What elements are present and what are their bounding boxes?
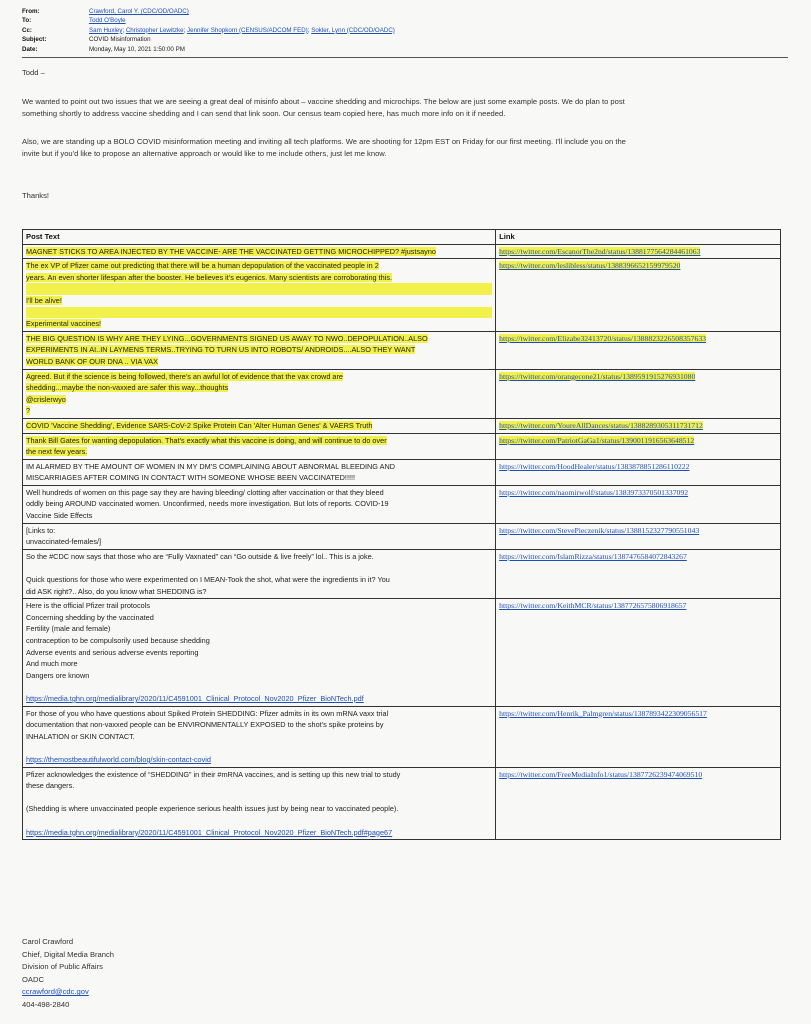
post-text-line — [26, 344, 492, 356]
tweet-link[interactable] — [496, 433, 781, 459]
subject-label: Subject: — [22, 36, 47, 44]
to-label: To: — [22, 17, 32, 25]
post-text-line — [26, 295, 492, 307]
post-url-link[interactable]: https://themostbeautifulworld.com/blog/skin-contact-covid — [26, 754, 211, 764]
table-row — [23, 767, 781, 840]
table-row — [23, 599, 781, 706]
table-body — [23, 244, 781, 840]
post-text-line — [26, 382, 492, 394]
post-text-line: did ASK right?.. Also, do you know what SHEDDING is? — [26, 586, 207, 596]
cc-recipient[interactable]: Sam Huxley — [89, 26, 123, 34]
from-label: From: — [22, 8, 40, 15]
date-value: Monday, May 10, 2021 1:50:00 PM — [89, 45, 185, 53]
table-row — [23, 433, 781, 459]
signature-email[interactable]: ccrawford@cdc.gov — [22, 987, 89, 997]
post-text-line: For those of you who have questions about Spiked Protein SHEDDING: Pfizer admits in its own mRNA vaxx trial — [26, 708, 389, 718]
post-text-line: Dangers ore known — [26, 670, 90, 680]
from-row — [22, 7, 722, 16]
post-url-link[interactable]: https://media.tghn.org/medialibrary/2020/11/C4591001_Clinical_Protocol_Nov2020_Pfizer_BioNTech.pdf#page67 — [26, 827, 393, 837]
post-text-line: Vaccine Side Effects — [26, 511, 93, 521]
date-label: Date: — [22, 45, 38, 53]
tweet-link[interactable]: https://twitter.com/KeithMCR/status/1387726575806918657 — [496, 599, 781, 706]
tweet-link[interactable]: https://twitter.com/HoodHealer/status/1383878851286110222 — [496, 459, 781, 485]
to-row — [22, 16, 722, 25]
table-row — [23, 523, 781, 549]
post-text-cell — [23, 485, 496, 523]
highlight-mark: https://twitter.com/orangecone21/status/1389591915276931080 — [499, 371, 696, 381]
highlight-mark: https://twitter.com/PatriotGaGa1/status/1390011916563648512 — [499, 435, 695, 445]
posts-table — [22, 229, 781, 840]
post-text-header: Post Text — [23, 230, 496, 245]
signature-block — [22, 936, 114, 1012]
post-url-link[interactable]: https://media.tghn.org/medialibrary/2020/11/C4591001_Clinical_Protocol_Nov2020_Pfizer_BioNTech.pdf — [26, 693, 364, 703]
post-text-line: INHALATION or SKIN CONTACT. — [26, 731, 135, 741]
tweet-link[interactable] — [496, 244, 781, 259]
highlight-mark: years. An even shorter lifespan after the booster. He believes it's eugenics. Many scientists are corroborating this. — [26, 272, 393, 282]
tweet-link[interactable] — [496, 369, 781, 418]
post-text-line — [26, 272, 492, 284]
tweet-link[interactable]: https://twitter.com/StevePieczenik/status/1388152327790551043 — [496, 523, 781, 549]
post-text-line: Quick questions for those who were experimented on I MEAN-Took the shot, what were the ingredients in it? You — [26, 575, 390, 585]
post-text-line — [26, 318, 492, 330]
subject-row — [22, 35, 722, 44]
post-text-line — [26, 420, 492, 432]
post-text-line: contraception to be compulsorily used because shedding — [26, 636, 210, 645]
cc-recipient[interactable]: Christopher Lewitzke — [125, 26, 184, 34]
post-text-cell — [23, 369, 496, 418]
blank-line — [26, 815, 492, 827]
highlight-mark: THE BIG QUESTION IS WHY ARE THEY LYING...GOVERNMENTS SIGNED US AWAY TO NWO..DEPOPULATION..ALSO — [26, 333, 428, 343]
signature-phone: 404-498-2840 — [22, 999, 70, 1009]
highlight-mark: @crislerwyo — [26, 394, 66, 404]
table-row — [23, 369, 781, 418]
post-text-line — [26, 371, 492, 383]
post-text-line: these dangers. — [26, 781, 75, 791]
link-header: Link — [496, 230, 781, 245]
cc-recipient[interactable]: Sokler, Lynn (CDC/OD/OADC) — [311, 26, 395, 34]
from-value[interactable]: Crawford, Carol Y. (CDC/OD/OADC) — [89, 8, 189, 15]
table-row — [23, 259, 781, 332]
post-text-line — [26, 405, 492, 417]
tweet-link[interactable] — [496, 259, 781, 332]
table-row — [23, 244, 781, 259]
post-text-line: So the #CDC now says that those who are “Fully Vaxnated” can “Go outside & live freely” lol.. This is a joke. — [26, 551, 374, 561]
post-text-line: [Links to: — [26, 525, 56, 535]
tweet-link[interactable]: https://twitter.com/FreeMediaInfo1/status/1387726239474069510 — [496, 767, 781, 840]
post-text-line: unvaccinated-females/] — [26, 537, 102, 547]
post-text-line — [26, 446, 492, 458]
post-text-cell — [23, 523, 496, 549]
highlight-mark: The ex VP of Pfizer came out predicting that there will be a human depopulation of the vaccinated people in 2 — [26, 261, 379, 271]
header-divider — [22, 57, 788, 58]
post-text-cell — [23, 549, 496, 598]
to-value[interactable]: Todd O'Boyle — [89, 17, 126, 25]
subject-value: COVID Misinformation — [89, 36, 151, 44]
blank-line — [26, 792, 492, 804]
highlight-mark: Agreed. But if the science is being followed, there's an awful lot of evidence that the vax crowd are — [26, 371, 343, 381]
highlight-mark: COVID 'Vaccine Shedding', Evidence SARS-CoV-2 Spike Protein Can 'Alter Human Genes' & VAERS Truth — [26, 420, 373, 430]
signature-name: Carol Crawford — [22, 937, 74, 946]
highlight-mark: the next few years. — [26, 447, 88, 457]
blank-line — [26, 307, 492, 319]
cc-label: Cc: — [22, 26, 32, 34]
post-text-line: And much more — [26, 659, 78, 669]
date-row — [22, 45, 722, 54]
signature-division: Division of Public Affairs — [22, 962, 103, 972]
post-text-cell — [23, 767, 496, 840]
email-header — [22, 7, 722, 54]
signature-title: Chief, Digital Media Branch — [22, 949, 115, 959]
highlight-mark: Experimental vaccines! — [26, 319, 102, 329]
cc-row — [22, 26, 722, 35]
tweet-link[interactable]: https://twitter.com/Henrik_Palmgren/status/1387893422309056517 — [496, 706, 781, 767]
signature-office: OADC — [22, 974, 44, 984]
post-text-line — [26, 246, 492, 258]
blank-line — [26, 283, 492, 295]
highlight-mark: ? — [26, 406, 31, 416]
post-text-line — [26, 435, 492, 447]
blank-line — [26, 742, 492, 754]
highlight-mark: https://twitter.com/leslibless/status/1388396652159979520 — [499, 261, 681, 271]
highlight-mark: https://twitter.com/EscanorThe2nd/status/1388177564284461063 — [499, 246, 701, 256]
tweet-link[interactable] — [496, 331, 781, 369]
post-text-line: Fertility (male and female) — [26, 624, 111, 634]
post-text-line: Concerning shedding by the vaccinated — [26, 612, 154, 622]
highlight-mark: EXPERIMENTS IN AI..IN LAYMENS TERMS..TRYING TO TURN US INTO ROBOTS/ ANDROIDS....ALSO THEY WANT — [26, 345, 416, 355]
post-text-line — [26, 333, 492, 345]
paragraph-1-line-1: We wanted to point out two issues that we are seeing a great deal of misinfo about – vaccine shedding and microchips. The below are just some example posts. We do plan to post — [22, 97, 625, 106]
post-text-line — [26, 356, 492, 368]
blank-line — [26, 681, 492, 693]
post-text-cell — [23, 331, 496, 369]
post-text-line — [26, 260, 492, 272]
highlight-mark: shedding...maybe the non-vaxxed are safer this way...thoughts — [26, 383, 229, 393]
post-text-line: Adverse events and serious adverse events reporting — [26, 647, 199, 657]
paragraph-2-line-2: invite but if you'd like to propose an alternative approach or would like to me include others, just let me know. — [22, 149, 387, 158]
tweet-link[interactable]: https://twitter.com/naomirwolf/status/1383973370501337092 — [496, 485, 781, 523]
post-text-line — [26, 394, 492, 406]
highlight-mark: Thank Bill Gates for wanting depopulation. That's exactly what this vaccine is doing, and will continue to do over — [26, 435, 387, 445]
table-row — [23, 549, 781, 598]
cc-recipient[interactable]: Jennifer Shopkorn (CENSUS/ADCOM FED) — [187, 26, 308, 34]
paragraph-2-line-1: Also, we are standing up a BOLO COVID misinformation meeting and inviting all tech platforms. We are shooting for 12pm EST on Friday for our first meeting. I'll include you on the — [22, 137, 626, 146]
closing-thanks: Thanks! — [22, 191, 50, 200]
tweet-link[interactable]: https://twitter.com/IslamRizza/status/1387476584072843267 — [496, 549, 781, 598]
post-text-line: IM ALARMED BY THE AMOUNT OF WOMEN IN MY DM'S COMPLAINING ABOUT ABNORMAL BLEEDING AND — [26, 461, 396, 471]
table-row — [23, 459, 781, 485]
highlight-mark: https://twitter.com/YoureAllDances/status/1388289305311731712 — [499, 420, 703, 430]
post-text-cell — [23, 418, 496, 433]
cc-values: Sam Huxley; Christopher Lewitzke; Jennifer Shopkorn (CENSUS/ADCOM FED); Sokler, Lynn (CDC/OD/OADC) — [89, 26, 395, 34]
tweet-link[interactable] — [496, 418, 781, 433]
table-row — [23, 485, 781, 523]
table-row — [23, 706, 781, 767]
highlight-mark: I'll be alive! — [26, 295, 62, 305]
blank-line — [26, 562, 492, 574]
highlight-mark: MAGNET STICKS TO AREA INJECTED BY THE VACCINE- ARE THE VACCINATED GETTING MICROCHIPPED? #justsayno — [26, 246, 436, 256]
paragraph-1-line-2: something shortly to address vaccine shedding and I can send that link soon. Our census team copied here, has much more info on it if needed. — [22, 109, 506, 118]
post-text-line: Pfizer acknowledges the existence of “SHEDDING” in their #mRNA vaccines, and is setting up this new trial to study — [26, 769, 401, 779]
post-text-cell — [23, 706, 496, 767]
post-text-line: Well hundreds of women on this page say they are having bleeding/ clotting after vaccination or that they bleed — [26, 487, 384, 497]
table-row — [23, 418, 781, 433]
highlight-mark: WORLD BANK OF OUR DNA .. VIA VAX — [26, 356, 159, 366]
post-text-cell — [23, 459, 496, 485]
highlight-mark: https://twitter.com/Elizabe32413720/status/1388823226508357633 — [499, 333, 707, 343]
post-text-cell — [23, 244, 496, 259]
post-text-cell — [23, 433, 496, 459]
post-text-line: MISCARRIAGES AFTER COMING IN CONTACT WITH SOMEONE WHOSE BEEN VACCINATED!!!!! — [26, 473, 356, 483]
post-text-line: (Shedding is where unvaccinated people experience serious health issues just by being near to vaccinated people). — [26, 804, 399, 814]
post-text-line: oddly being AROUND vaccinated women. Unconfirmed, needs more investigation. But lots of reports. COVID-19 — [26, 499, 389, 509]
post-text-line: documentation that non-vaxxed people can be ENVIRONMENTALLY EXPOSED to the shot's spike proteins by — [26, 720, 384, 730]
table-header-row — [23, 230, 781, 245]
table-row — [23, 331, 781, 369]
greeting: Todd – — [22, 68, 45, 77]
post-text-cell — [23, 599, 496, 706]
post-text-line: Here is the official Pfizer trail protocols — [26, 601, 150, 611]
post-text-cell — [23, 259, 496, 332]
